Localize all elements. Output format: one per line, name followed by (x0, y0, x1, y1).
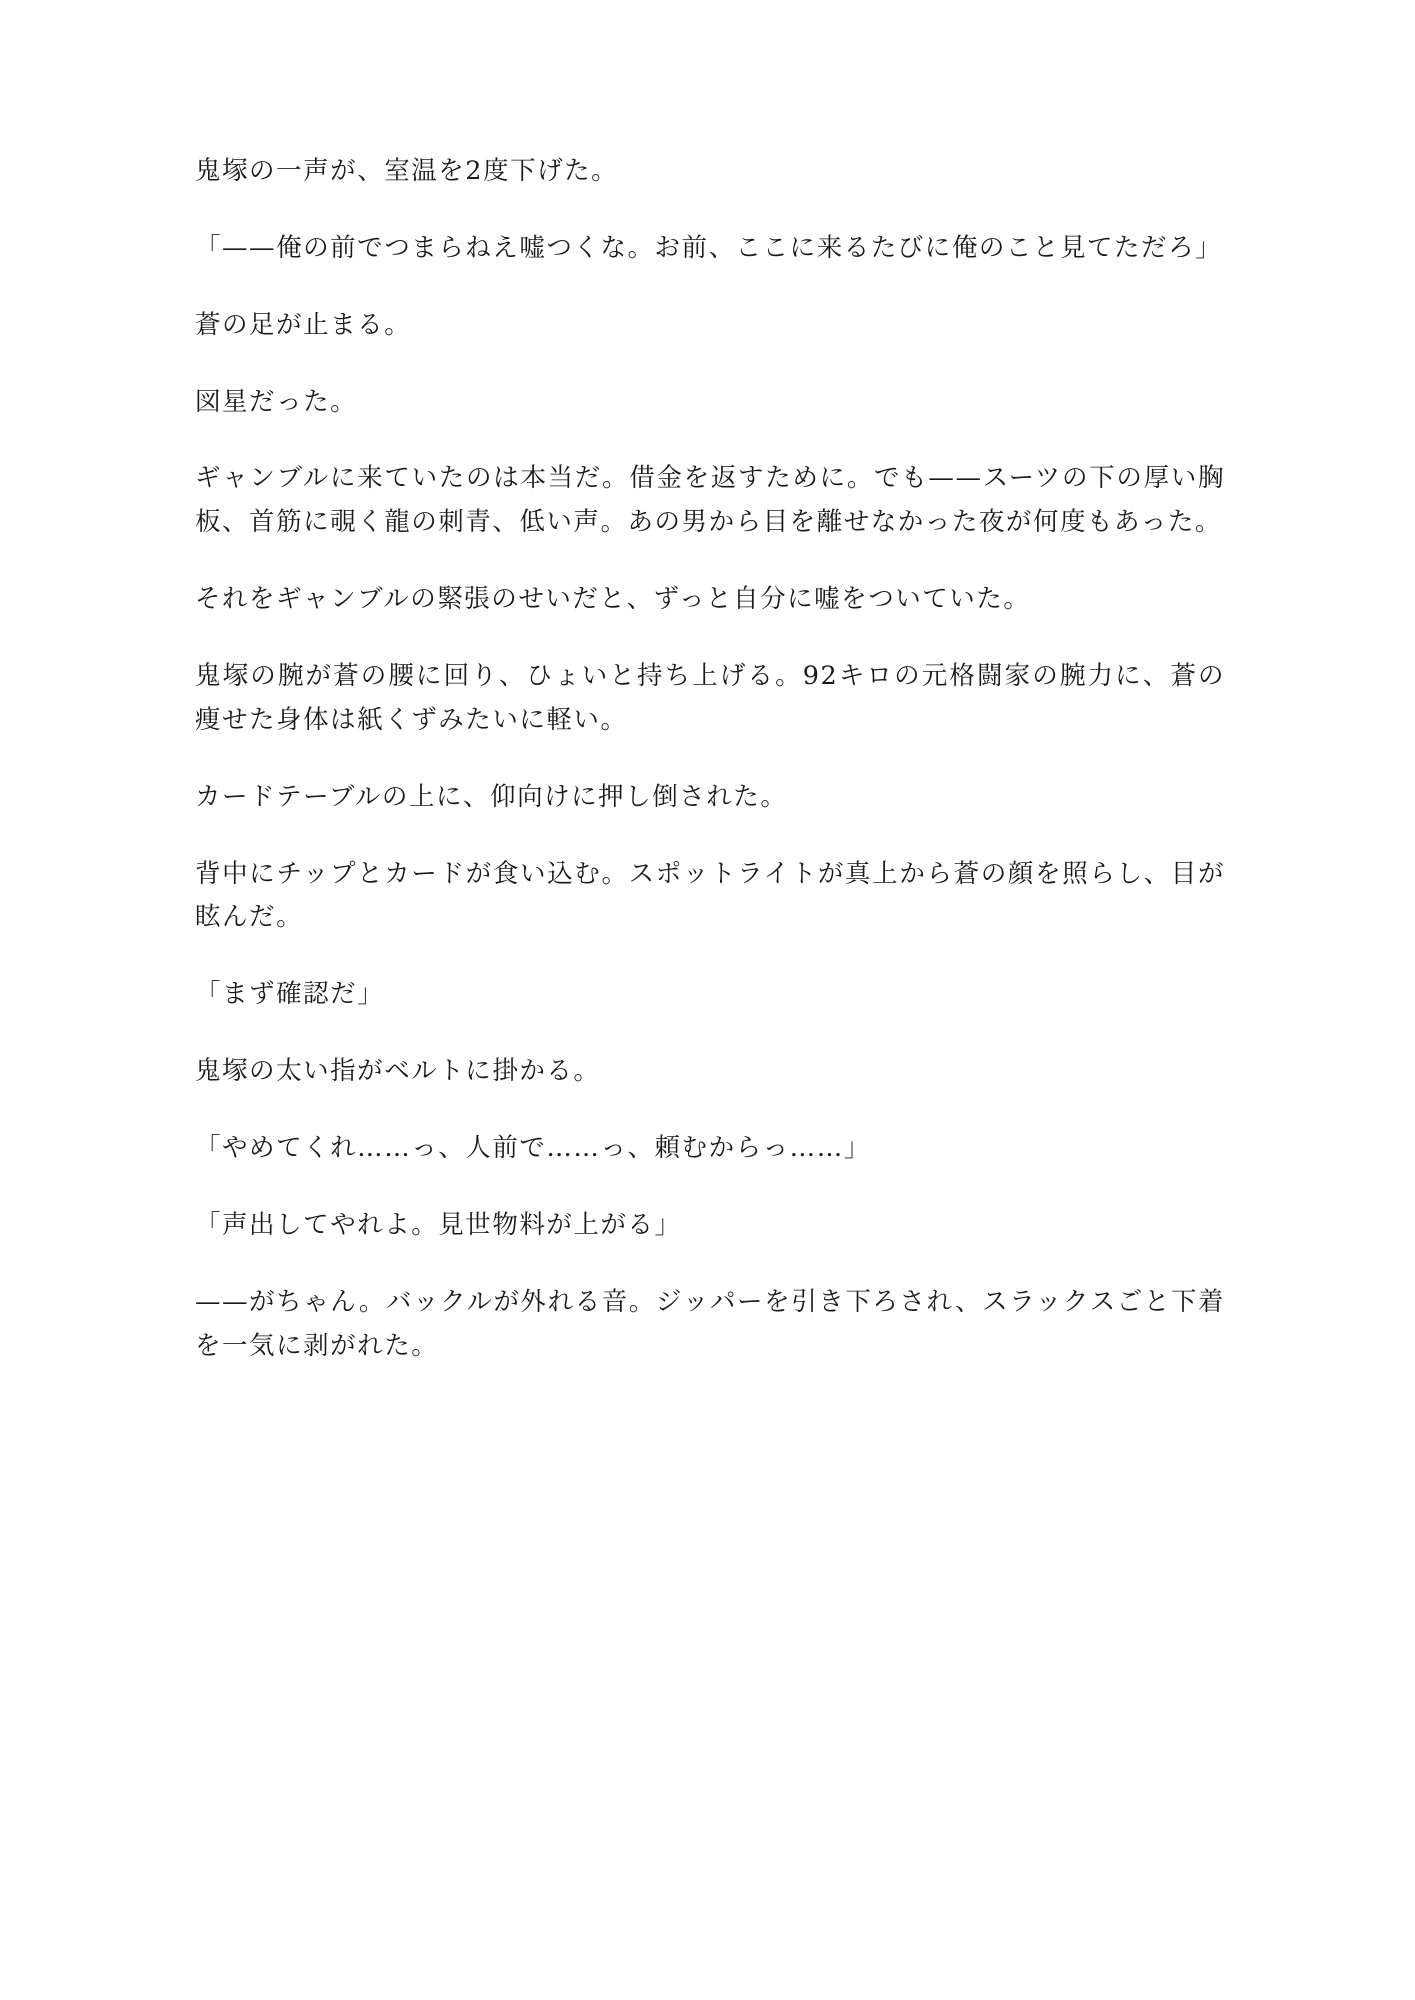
paragraph: カードテーブルの上に、仰向けに押し倒された。 (195, 781, 788, 812)
paragraph: ——がちゃん。バックルが外れる音。ジッパーを引き下ろされ、スラックスごと下着を一気に剥がれた。 (195, 1286, 1225, 1361)
paragraph: 背中にチップとカードが食い込む。スポットライトが真上から蒼の顔を照らし、目が眩んだ。 (195, 858, 1225, 933)
paragraph: それをギャンブルの緊張のせいだと、ずっと自分に嘘をついていた。 (195, 584, 1031, 615)
paragraph: ギャンブルに来ていたのは本当だ。借金を返すために。でも——スーツの下の厚い胸板、首筋に覗く龍の刺青、低い声。あの男から目を離せなかった夜が何度もあった。 (195, 463, 1225, 538)
paragraph: 「声出してやれよ。見世物料が上がる」 (195, 1209, 682, 1240)
paragraph: 鬼塚の腕が蒼の腰に回り、ひょいと持ち上げる。92キロの元格闘家の腕力に、蒼の痩せた身体は紙くずみたいに軽い。 (195, 661, 1225, 735)
paragraph: 蒼の足が止まる。 (195, 309, 412, 340)
document-body (195, 150, 1225, 1368)
paragraph: 「やめてくれ……っ、人前で……っ、頼むからっ……」 (195, 1133, 871, 1164)
paragraph: 「まず確認だ」 (195, 979, 385, 1010)
paragraph: 「——俺の前でつまらねえ嘘つくな。お前、ここに来るたびに俺のこと見てただろ」 (195, 232, 1223, 263)
paragraph: 鬼塚の一声が、室温を2度下げた。 (195, 156, 619, 186)
paragraph: 図星だった。 (195, 386, 358, 417)
paragraph: 鬼塚の太い指がベルトに掛かる。 (195, 1056, 601, 1087)
